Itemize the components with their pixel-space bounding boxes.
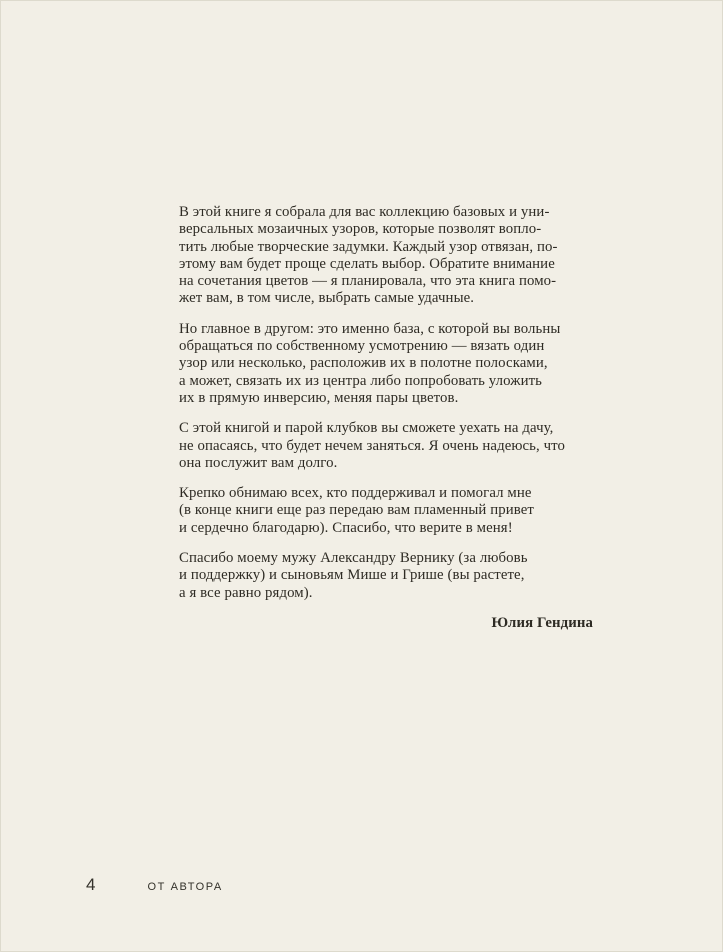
page-footer: [86, 875, 223, 895]
page-number: 4: [86, 875, 96, 894]
paragraph-main-point: Но главное в другом: это именно база, с которой вы вольны обращаться по собственному усмотрению — вязать один узор или несколько, расположив их в полотне полосками, а может, связать их из центра либо попробовать уложить их в прямую инверсию, меняя пары цветов.: [179, 320, 561, 406]
author-note-text-block: [179, 204, 595, 632]
paragraph-thanks-supporters: Крепко обнимаю всех, кто поддерживал и помогал мне (в конце книги еще раз передаю вам пламенный привет и сердечно благодарю). Спасибо, что верите в меня!: [179, 485, 535, 536]
paragraph-book-use: С этой книгой и парой клубков вы сможете уехать на дачу, не опасаясь, что будет нечем заняться. Я очень надеюсь, что она послужит вам долго.: [179, 420, 566, 471]
paragraph-thanks-family: Спасибо моему мужу Александру Вернику (за любовь и поддержку) и сыновьям Мише и Грише (вы растете, а я все равно рядом).: [179, 550, 528, 601]
paragraph-intro: В этой книге я собрала для вас коллекцию базовых и уни- версальных мозаичных узоров, которые позволят вопло- тить любые творческие задумки. Каждый узор отвязан, по- этому вам будет проще сделать выбор. Обратите внимание на сочетания цветов — я планировала, что эта книга помо- жет вам, в том числе, выбрать самые удачные.: [179, 204, 558, 307]
section-title: ОТ АВТОРА: [147, 881, 223, 893]
author-signature: Юлия Гендина: [491, 614, 593, 631]
